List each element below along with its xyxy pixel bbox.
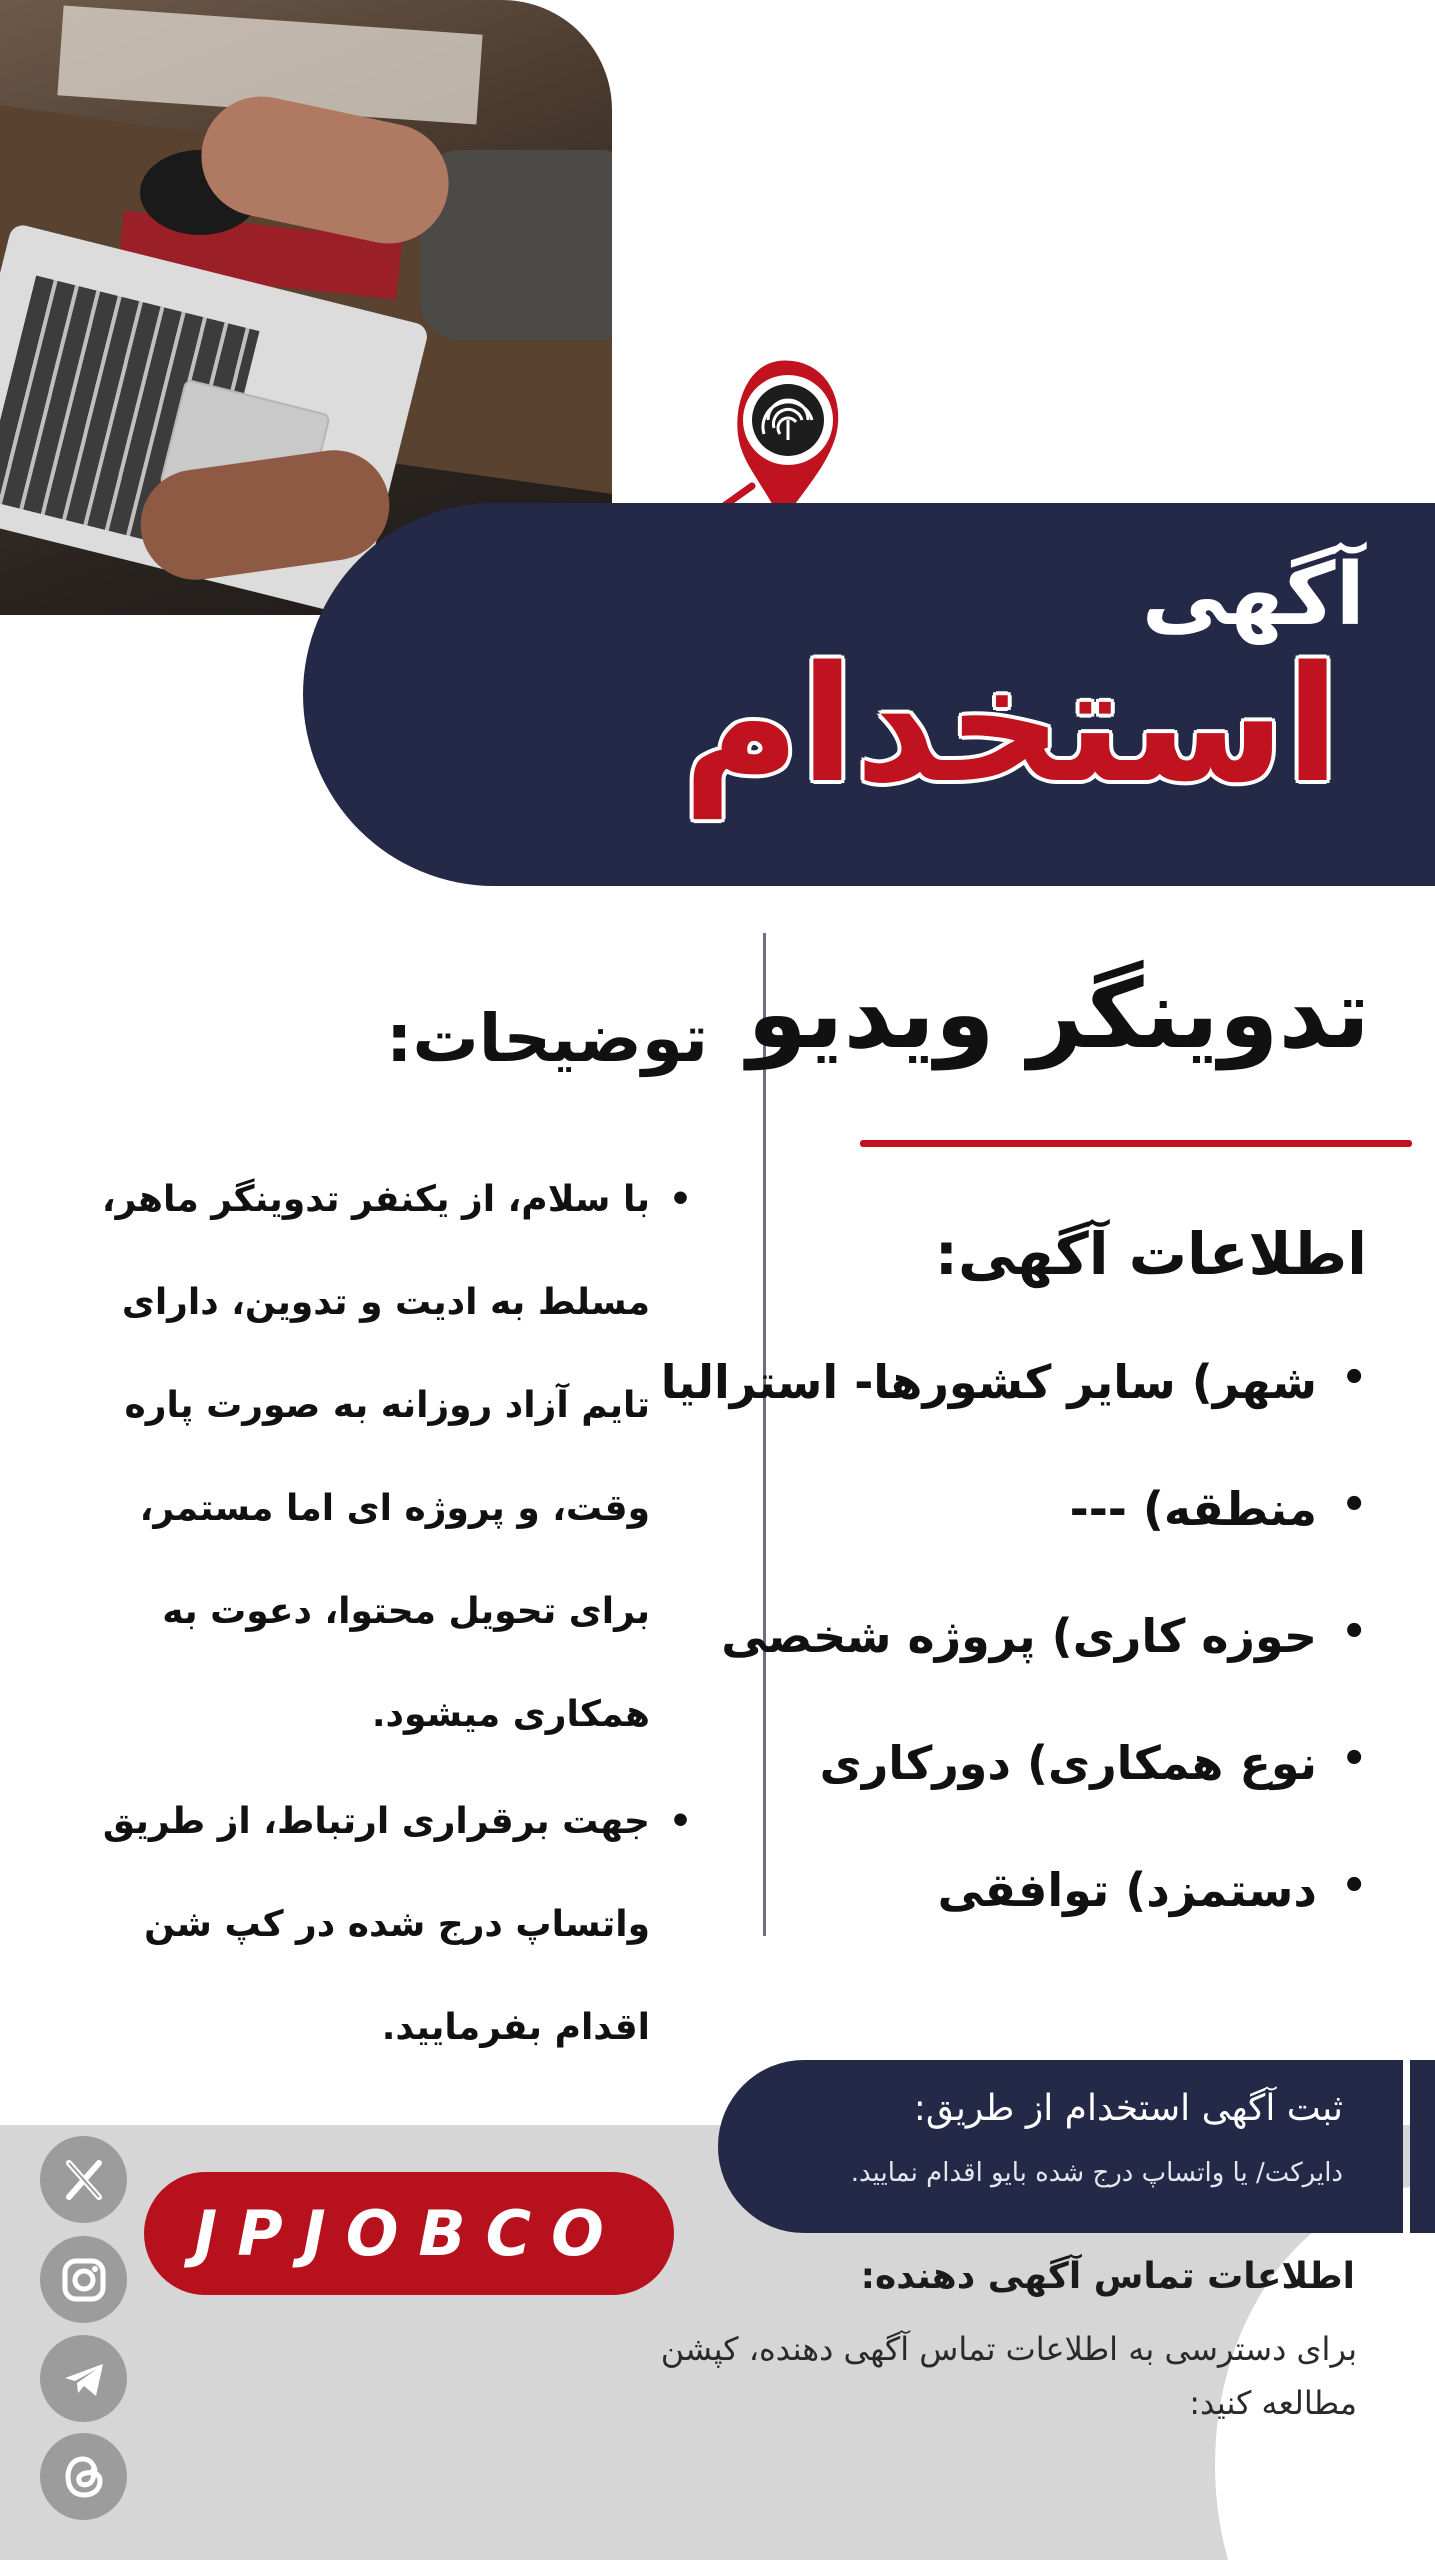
advertiser-text: برای دسترسی به اطلاعات تماس آگهی دهنده، کپشن مطالعه کنید:	[660, 2330, 1357, 2422]
brand-label: JPJOBCO	[194, 2197, 624, 2270]
job-title: تدوینگر ویدیو	[747, 958, 1370, 1070]
instagram-icon[interactable]	[40, 2236, 127, 2323]
telegram-icon[interactable]	[40, 2335, 127, 2422]
info-item-field: • حوزه کاری) پروژه شخصی	[727, 1609, 1367, 1736]
register-text: دایرکت/ یا واتساپ درج شده بایو اقدام نمایید.	[850, 2158, 1343, 2188]
info-item-city: • شهر) سایر کشورها- استرالیا	[727, 1355, 1367, 1482]
info-item-region: • منطقه) ---	[727, 1482, 1367, 1609]
title-banner	[303, 503, 1435, 886]
description-text-2: • جهت برقراری ارتباط، از طریق واتساپ درج شده در کپ شن اقدام بفرمایید.	[60, 1770, 692, 2079]
pill-edge	[1410, 2060, 1435, 2233]
info-heading: اطلاعات آگهی:	[934, 1220, 1367, 1288]
info-item-type: • نوع همکاری) دورکاری	[727, 1736, 1367, 1863]
advertiser-heading: اطلاعات تماس آگهی دهنده:	[860, 2256, 1355, 2297]
brand-badge[interactable]	[144, 2172, 674, 2295]
description-paragraph-1	[60, 1148, 692, 1766]
x-icon[interactable]	[40, 2136, 127, 2223]
banner-line2: استخدام	[682, 631, 1340, 818]
banner-line1: آگهی	[1141, 545, 1365, 645]
info-list	[660, 1355, 1367, 1990]
description-paragraph-2	[60, 1770, 692, 2079]
threads-icon[interactable]	[40, 2433, 127, 2520]
register-title: ثبت آگهی استخدام از طریق:	[913, 2088, 1343, 2129]
red-underline	[860, 1140, 1412, 1147]
description-text-1: • با سلام، از یکنفر تدوینگر ماهر، مسلط به ادیت و تدوین، دارای تایم آزاد روزانه به صورت پاره وقت، و پروژه ای اما مستمر، برای تحویل محتوا، دعوت به همکاری میشود.	[60, 1148, 692, 1766]
info-item-salary: • دستمزد) توافقی	[727, 1863, 1367, 1990]
register-pill	[718, 2060, 1403, 2233]
description-heading: توضیحات:	[386, 1000, 708, 1077]
